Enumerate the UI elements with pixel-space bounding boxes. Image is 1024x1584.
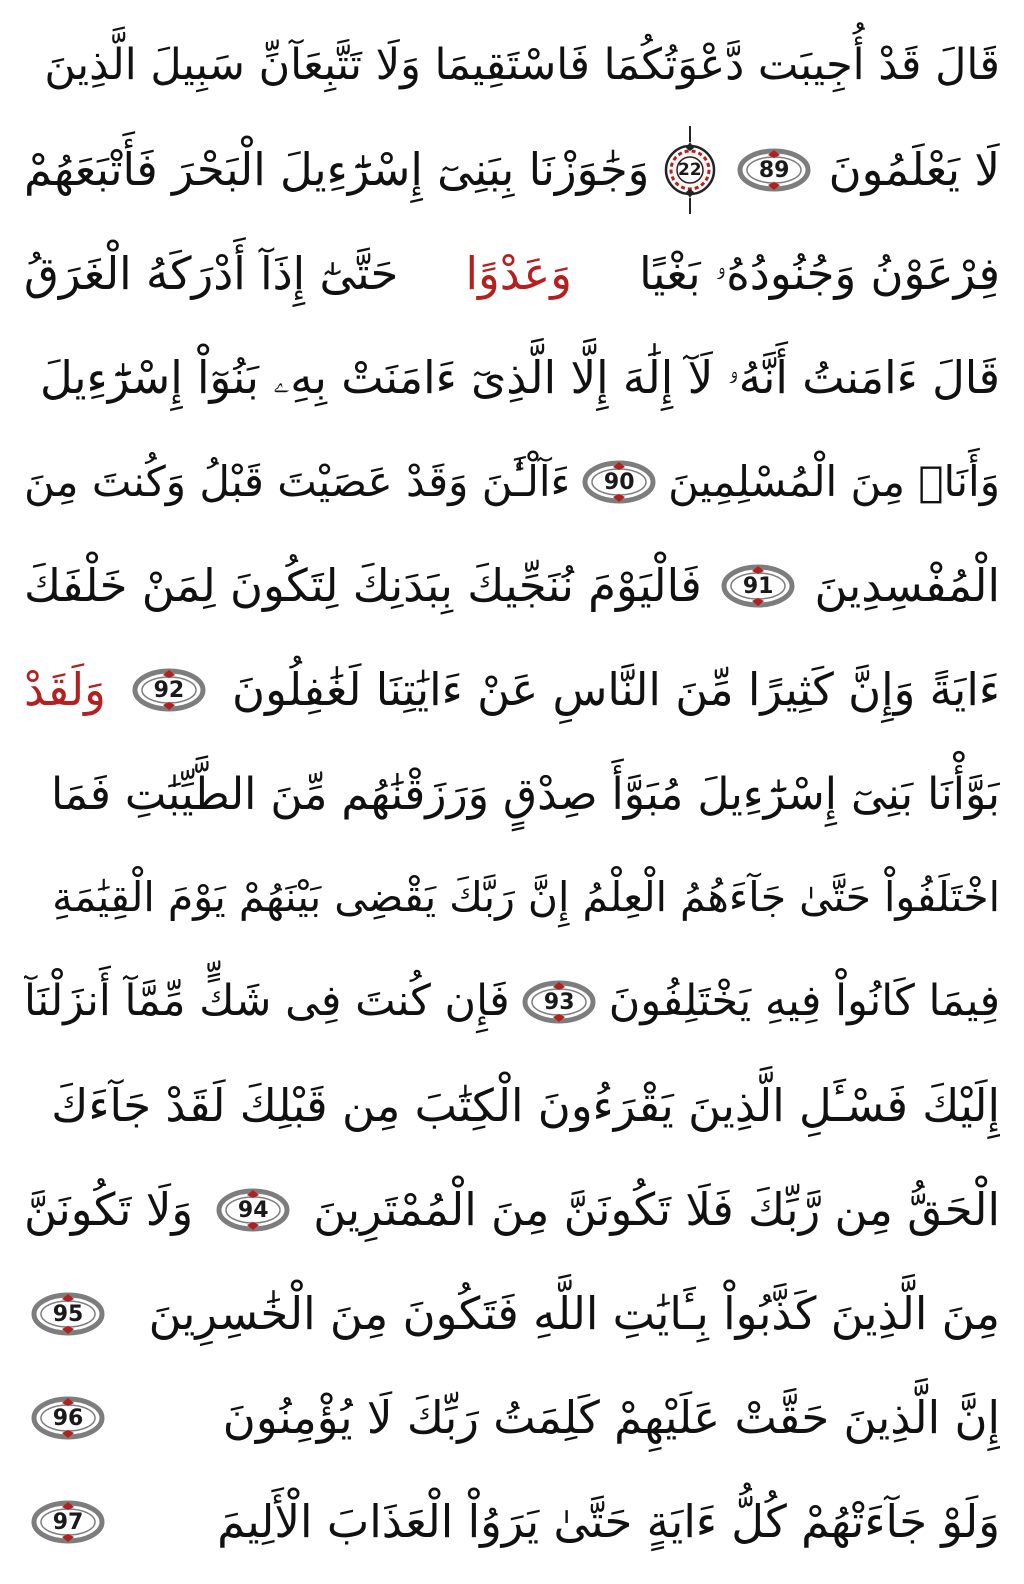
text-line — [24, 1366, 1000, 1470]
verse-text: فِرْعَوْنُ وَجُنُودُهُۥ بَغْيًا — [639, 246, 1000, 300]
ayah-number: 93 — [543, 989, 575, 1015]
text-line — [24, 846, 1000, 950]
verse-text: مِنَ الَّذِينَ كَذَّبُواْ بِـَٔايَٰتِ اللَّهِ فَتَكُونَ مِنَ الْخَٰسِرِينَ — [148, 1286, 1000, 1340]
verse-text: وَلَا تَكُونَنَّ — [24, 1182, 194, 1236]
verse-text: وَأَنَا۠ مِنَ الْمُسْلِمِينَ — [668, 456, 1000, 506]
verse-text: ءَآلْـَٰٔنَ وَقَدْ عَصَيْتَ قَبْلُ وَكُنتَ مِنَ — [24, 456, 571, 506]
verse-text: وَلَوْ جَآءَتْهُمْ كُلُّ ءَايَةٍ حَتَّىٰ يَرَوُاْ الْعَذَابَ الْأَلِيمَ — [217, 1494, 1000, 1548]
text-line — [24, 1262, 1000, 1366]
ayah-end-marker-icon — [30, 1292, 106, 1336]
verse-text: الْمُفْسِدِينَ — [814, 558, 1000, 612]
text-line — [24, 14, 1000, 118]
ayah-end-marker-icon — [30, 1396, 106, 1440]
verse-text: اخْتَلَفُواْ حَتَّىٰ جَآءَهُمُ الْعِلْمُ إِنَّ رَبَّكَ يَقْضِى بَيْنَهُمْ يَوْمَ الْقِيَٰمَةِ — [52, 873, 1000, 922]
verse-text: وَعَدْوًا — [465, 246, 572, 300]
verse-text: وَلَقَدْ — [24, 662, 106, 716]
text-line — [24, 222, 1000, 326]
hizb-number: 22 — [677, 160, 702, 180]
ayah-number: 90 — [603, 469, 635, 495]
text-line — [24, 326, 1000, 430]
verse-text: بَوَّأْنَا بَنِىٓ إِسْرَٰٓءِيلَ مُبَوَّأَ صِدْقٍ وَرَزَقْنَٰهُم مِّنَ الطَّيِّبَٰتِ فَمَا — [50, 768, 1000, 820]
rub-el-hizb-ornament-icon — [664, 124, 716, 216]
ayah-end-marker-icon — [521, 980, 597, 1024]
ayah-number: 91 — [742, 573, 774, 599]
ayah-end-marker-icon — [30, 1500, 106, 1544]
verse-text: ءَايَةً وَإِنَّ كَثِيرًا مِّنَ النَّاسِ عَنْ ءَايَٰتِنَا لَغَٰفِلُونَ — [232, 662, 1000, 716]
ayah-number: 92 — [153, 677, 185, 703]
ayah-end-marker-icon — [720, 564, 796, 608]
text-line — [24, 1054, 1000, 1158]
ayah-end-marker-icon — [581, 460, 657, 504]
text-line — [24, 742, 1000, 846]
text-line — [24, 534, 1000, 638]
text-line — [24, 1158, 1000, 1262]
ayah-number: 89 — [758, 157, 790, 183]
verse-text: لَا يَعْلَمُونَ — [828, 142, 1000, 196]
ayah-end-marker-icon — [736, 148, 812, 192]
text-line — [24, 638, 1000, 742]
text-line — [24, 118, 1000, 222]
text-line — [24, 1470, 1000, 1574]
ayah-number: 97 — [52, 1509, 84, 1535]
verse-text: فِيمَا كَانُواْ فِيهِ يَخْتَلِفُونَ — [608, 976, 1000, 1027]
ayah-end-marker-icon — [131, 668, 207, 712]
verse-text: وَجَٰوَزْنَا بِبَنِىٓ إِسْرَٰٓءِيلَ الْبَحْرَ فَأَتْبَعَهُمْ — [24, 142, 650, 196]
verse-text: فَالْيَوْمَ نُنَجِّيكَ بِبَدَنِكَ لِتَكُونَ لِمَنْ خَلْفَكَ — [24, 558, 702, 612]
text-line — [24, 950, 1000, 1054]
verse-text: إِنَّ الَّذِينَ حَقَّتْ عَلَيْهِمْ كَلِمَتُ رَبِّكَ لَا يُؤْمِنُونَ — [222, 1390, 1000, 1444]
ayah-number: 96 — [52, 1405, 84, 1431]
verse-text: فَإِن كُنتَ فِى شَكٍّ مِّمَّآ أَنزَلْنَآ — [24, 976, 510, 1027]
text-line — [24, 430, 1000, 534]
verse-text: قَالَ قَدْ أُجِيبَت دَّعْوَتُكُمَا فَاسْتَقِيمَا وَلَا تَتَّبِعَآنِّ سَبِيلَ الَّذِينَ — [44, 40, 1000, 91]
verse-text: الْحَقُّ مِن رَّبِّكَ فَلَا تَكُونَنَّ مِنَ الْمُمْتَرِينَ — [313, 1182, 1000, 1236]
ayah-end-marker-icon — [215, 1188, 291, 1232]
ayah-number: 95 — [52, 1301, 84, 1327]
verse-text: قَالَ ءَامَنتُ أَنَّهُۥ لَآ إِلَٰهَ إِلَّا الَّذِىٓ ءَامَنَتْ بِهِۦ بَنُوٓاْ إِسْرَٰٓءِيلَ — [39, 350, 1000, 404]
ayah-number: 94 — [237, 1197, 269, 1223]
verse-text: حَتَّىٰٓ إِذَآ أَدْرَكَهُ الْغَرَقُ — [24, 246, 399, 300]
verse-text: إِلَيْكَ فَسْـَٔلِ الَّذِينَ يَقْرَءُونَ الْكِتَٰبَ مِن قَبْلِكَ لَقَدْ جَآءَكَ — [51, 1078, 1000, 1132]
